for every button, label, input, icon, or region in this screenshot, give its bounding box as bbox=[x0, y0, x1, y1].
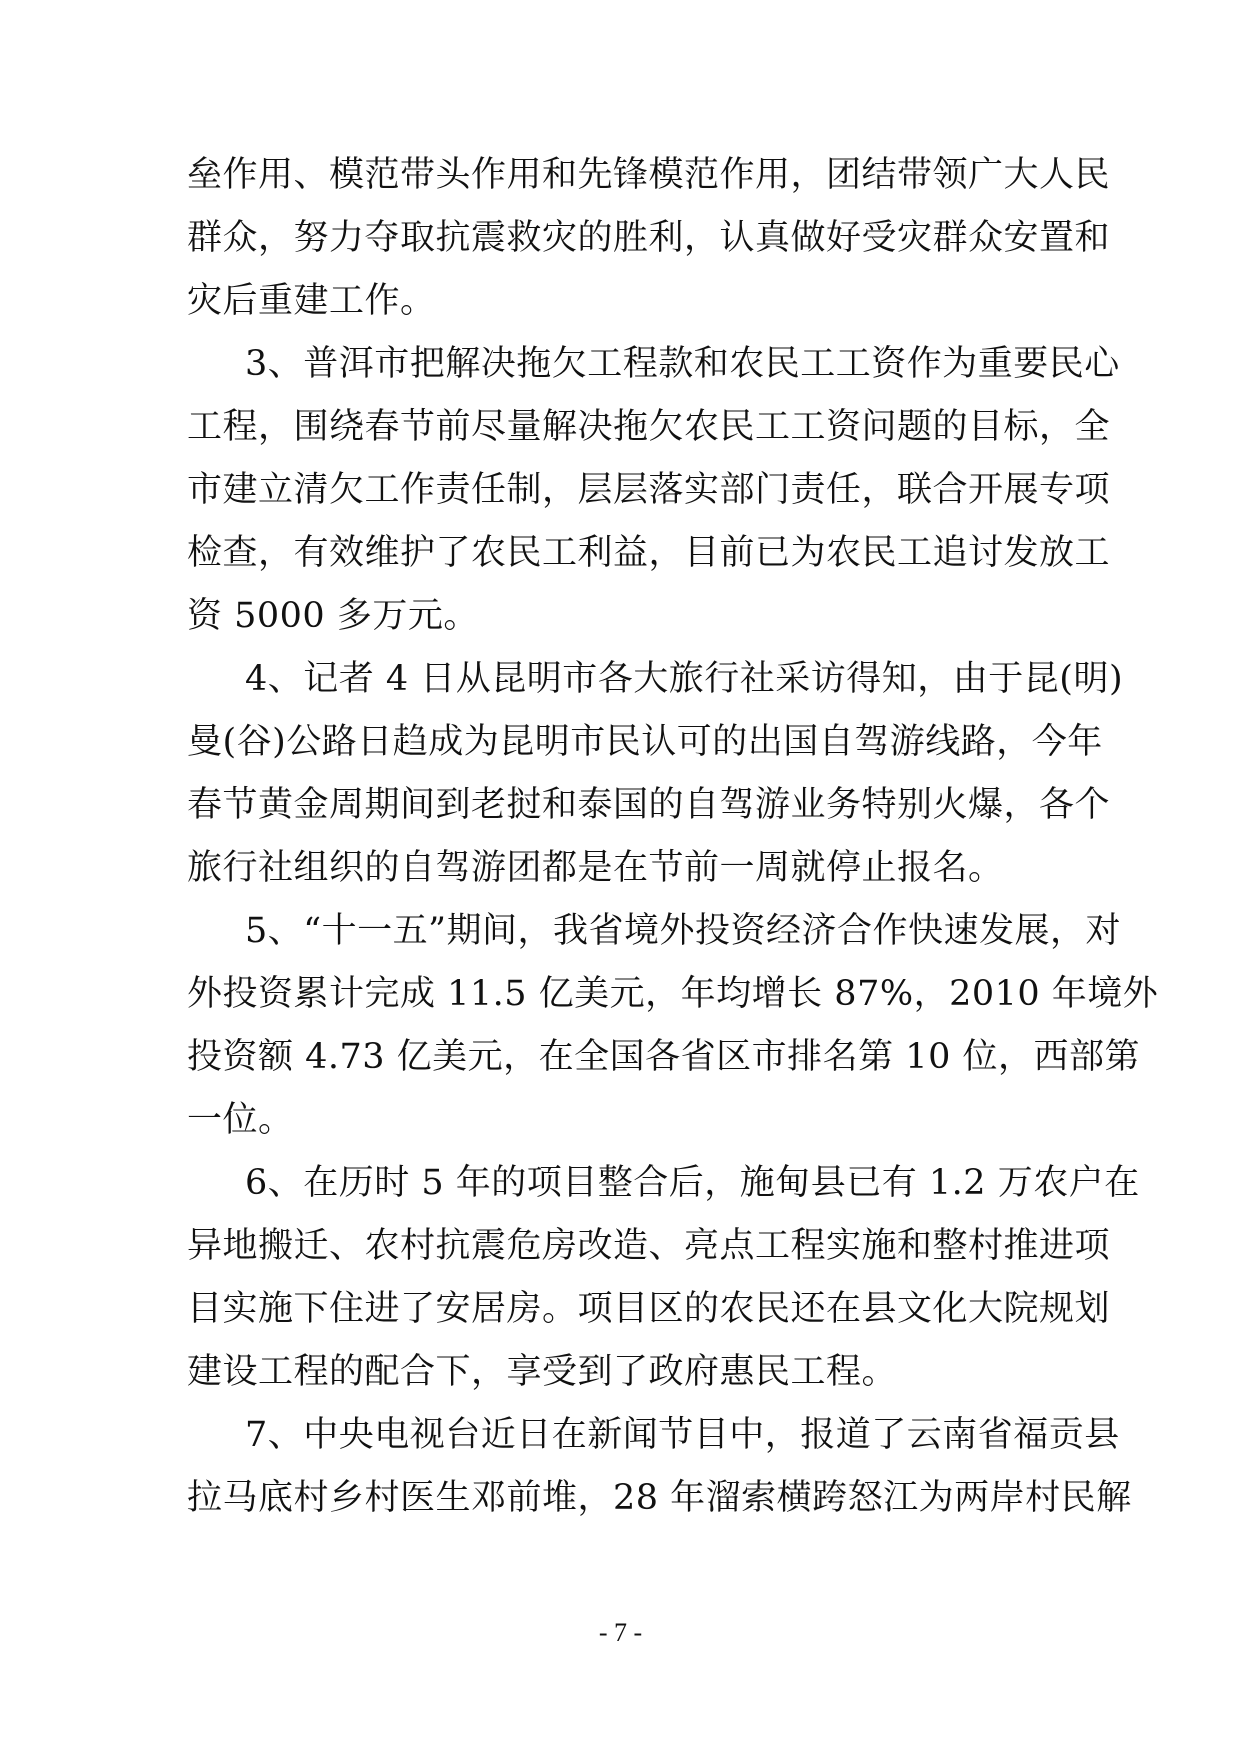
text-line: 4、记者 4 日从昆明市各大旅行社采访得知，由于昆(明) bbox=[245, 659, 1124, 699]
text-line: 3、普洱市把解决拖欠工程款和农民工工资作为重要民心 bbox=[245, 344, 1120, 384]
text-line: 7、中央电视台近日在新闻节目中，报道了云南省福贡县 bbox=[245, 1415, 1120, 1455]
text-line: 灾后重建工作。 bbox=[187, 281, 436, 321]
text-line: 春节黄金周期间到老挝和泰国的自驾游业务特别火爆，各个 bbox=[187, 785, 1111, 825]
text-line: 群众，努力夺取抗震救灾的胜利，认真做好受灾群众安置和 bbox=[187, 218, 1111, 258]
text-line: 检查，有效维护了农民工利益，目前已为农民工追讨发放工 bbox=[187, 533, 1111, 573]
text-line: 旅行社组织的自驾游团都是在节前一周就停止报名。 bbox=[187, 848, 1004, 888]
text-line: 市建立清欠工作责任制，层层落实部门责任，联合开展专项 bbox=[187, 470, 1111, 510]
text-line: 投资额 4.73 亿美元，在全国各省区市排名第 10 位，西部第 bbox=[187, 1037, 1140, 1077]
text-line: 曼(谷)公路日趋成为昆明市民认可的出国自驾游线路，今年 bbox=[187, 722, 1103, 762]
text-line: 资 5000 多万元。 bbox=[187, 596, 479, 636]
text-line: 一位。 bbox=[187, 1100, 294, 1140]
text-line: 工程，围绕春节前尽量解决拖欠农民工工资问题的目标，全 bbox=[187, 407, 1111, 447]
text-line: 建设工程的配合下，享受到了政府惠民工程。 bbox=[187, 1352, 898, 1392]
text-line: 6、在历时 5 年的项目整合后，施甸县已有 1.2 万农户在 bbox=[245, 1163, 1140, 1203]
text-line: 5、“十一五”期间，我省境外投资经济合作快速发展，对 bbox=[245, 911, 1122, 951]
text-line: 外投资累计完成 11.5 亿美元，年均增长 87%，2010 年境外 bbox=[187, 974, 1159, 1014]
text-line: 目实施下住进了安居房。项目区的农民还在县文化大院规划 bbox=[187, 1289, 1111, 1329]
text-line: 异地搬迁、农村抗震危房改造、亮点工程实施和整村推进项 bbox=[187, 1226, 1111, 1266]
text-line: 拉马底村乡村医生邓前堆，28 年溜索横跨怒江为两岸村民解 bbox=[187, 1478, 1132, 1518]
text-line: 垒作用、模范带头作用和先锋模范作用，团结带领广大人民 bbox=[187, 155, 1111, 195]
page-number: - 7 - bbox=[598, 1618, 643, 1647]
